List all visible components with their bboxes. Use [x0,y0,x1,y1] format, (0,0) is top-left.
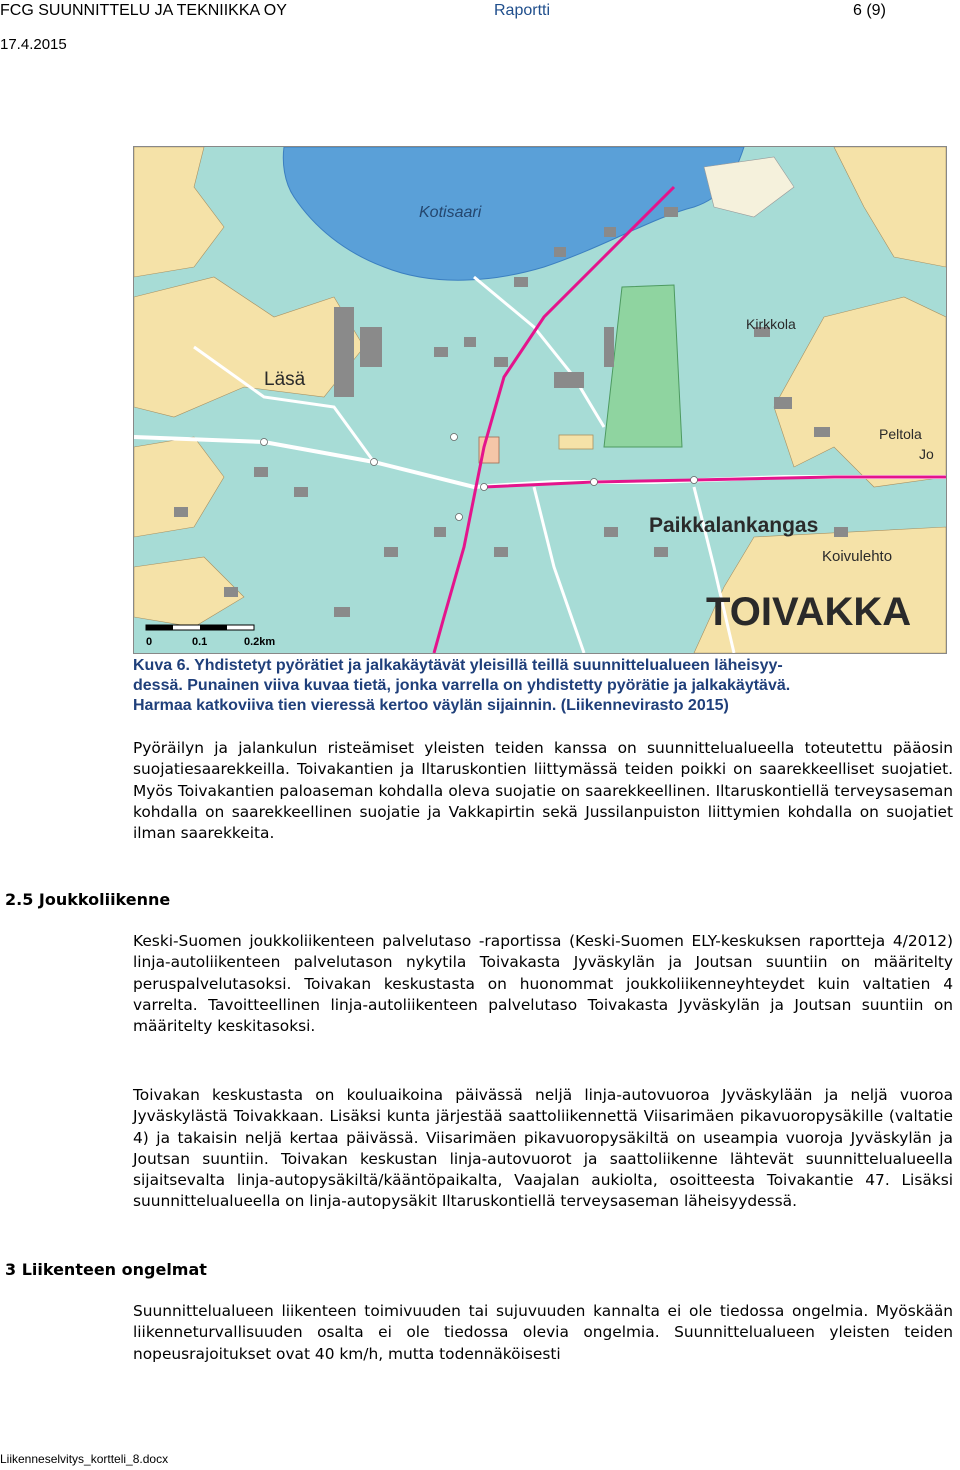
map-label-toivakka: TOIVAKKA [706,590,912,634]
caption-line-3: Harmaa katkoviiva tien vieressä kertoo väylän sijainnin. (Liikennevirasto 2015) [133,697,729,714]
header-report-title: Raportti [494,2,551,19]
header-page-number: 6 (9) [853,2,886,19]
heading-2-5-joukkoliikenne: 2.5 Joukkoliikenne [5,890,171,909]
map-label-jo: Jo [919,446,934,462]
map-label-kirkkola: Kirkkola [746,316,796,332]
caption-line-1: Kuva 6. Yhdistetyt pyörätiet ja jalkakäytävät yleisillä teillä suunnittelualueen läheisyy- [133,657,783,674]
caption-line-2: dessä. Punainen viiva kuvaa tietä, jonka varrella on yhdistetty pyörätie ja jalkakäytävä. [133,677,791,694]
map-scale-0: 0 [146,636,153,648]
map-label-koivulehto: Koivulehto [822,548,893,565]
figure-caption [133,656,945,716]
header-company: FCG SUUNNITTELU JA TEKNIIKKA OY [0,2,287,19]
footer-filename: Liikenneselvitys_kortteli_8.docx [0,1452,169,1466]
map-figure [133,146,947,654]
map-label-kotisaari: Kotisaari [419,204,482,221]
heading-3-liikenteen-ongelmat: 3 Liikenteen ongelmat [5,1260,207,1279]
map-highlight-lot [559,435,593,449]
paragraph-traffic-problems: Suunnittelualueen liikenteen toimivuuden tai sujuvuuden kannalta ei ole tiedossa ongelmia. Myöskään liikenneturvallisuuden osalta ei ole tiedossa olevia ongelmia. Suunnittelualueen yleisten teiden nopeusrajoitukset ovat 40 km/h, mutta todennäköisesti [133,1302,953,1363]
paragraph-service-level: Keski-Suomen joukkoliikenteen palvelutaso -raportissa (Keski-Suomen ELY-keskuksen raportteja 4/2012) linja-autoliikenteen palvelutason nykytila Toivakasta Jyväskylän ja Joutsan suuntiin on määritelty peruspalvelutasoksi. Toivakan keskustasta on huonommat joukkoliikenneyhteydet kuin valtatien 4 varrelta. Tavoitteellinen linja-autoliikenteen palvelutaso Toivakasta Jyväskylän ja Joutsan suuntiin on määritelty keskitasoksi. [133,932,953,1036]
map-label-paikkalankangas: Paikkalankangas [649,514,819,537]
map-label-lasa: Läsä [264,369,306,390]
header-date: 17.4.2015 [0,36,67,53]
map-label-peltola: Peltola [879,426,922,442]
paragraph-crossings: Pyöräilyn ja jalankulun risteämiset yleisten teiden kanssa on suunnittelualueella toteutettu pääosin suojatiesaarekkeilla. Toivakantien ja Iltaruskontien liittymässä teiden poikki on saarekkeelliset suojatiet. Myös Toivakantien paloaseman kohdalla oleva suojatie on saarekkeellinen. Iltaruskontiellä terveysaseman kohdalla on saarekkeellinen suojatie ja Vakkapirtin sekä Jussilanpuiston liittymien kohdalla on suojatiet ilman saarekkeita. [133,739,953,843]
map-scale-0-1: 0.1 [192,636,208,648]
paragraph-bus-services: Toivakan keskustasta on kouluaikoina päivässä neljä linja-autovuoroa Jyväskylään ja neljä vuoroa Jyväskylästä Toivakkaan. Lisäksi kunta järjestää saattoliikennettä Viisarimäen pikavuoropysäkille (valtatie 4) ja takaisin neljä kertaa päivässä. Viisarimäen pikavuoropysäkiltä on useampia vuoroja Jyväskylän ja Joutsan suuntiin. Toivakan keskustan linja-autovuorot ja saattoliikenne lähtevät suunnittelualueella sijaitsevalta linja-autopysäkiltä/kääntöpaikalta, Vaajalan aukiolta, osoitteesta Toivakantie 47. Lisäksi suunnittelualueella on linja-autopysäkit Iltaruskontiellä terveysaseman läheisyydessä. [133,1086,953,1211]
map-scale-0-2km: 0.2km [244,636,276,648]
